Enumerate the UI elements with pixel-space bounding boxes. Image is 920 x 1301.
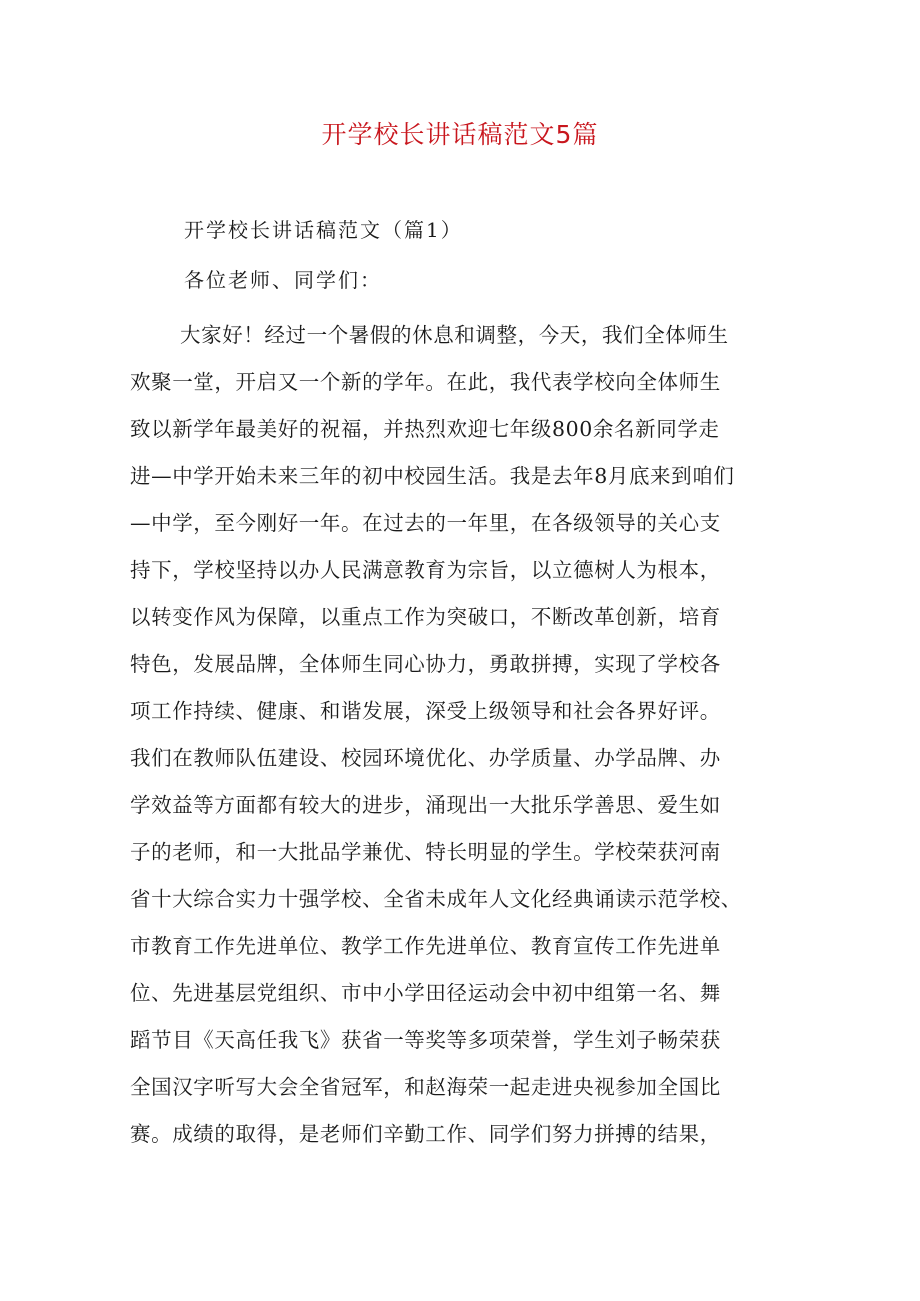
paragraph-line: 我们在教师队伍建设、校园环境优化、办学质量、办学品牌、办 <box>130 746 721 770</box>
paragraph-line: 蹈节目《天高任我飞》获省一等奖等多项荣誉，学生刘子畅荣获 <box>130 1028 721 1052</box>
paragraph-line: 致以新学年最美好的祝福，并热烈欢迎七年级800余名新同学走 <box>130 417 720 441</box>
paragraph-line: 特色，发展品牌，全体师生同心协力，勇敢拼搏，实现了学校各 <box>130 652 721 676</box>
document-title: 开学校长讲话稿范文5篇 <box>321 120 599 149</box>
paragraph-line: 学效益等方面都有较大的进步，涌现出一大批乐学善思、爱生如 <box>130 793 721 817</box>
salutation: 各位老师、同学们： <box>184 268 382 292</box>
paragraph-line: 进—中学开始未来三年的初中校园生活。我是去年8月底来到咱们 <box>130 464 735 488</box>
section-subtitle: 开学校长讲话稿范文（篇1） <box>184 218 463 242</box>
paragraph-line: 项工作持续、健康、和谐发展，深受上级领导和社会各界好评。 <box>130 699 721 723</box>
body-paragraph <box>130 312 810 1158</box>
paragraph-line: 赛。成绩的取得，是老师们辛勤工作、同学们努力拼搏的结果， <box>130 1122 721 1146</box>
paragraph-line: 子的老师，和一大批品学兼优、特长明显的学生。学校荣获河南 <box>130 840 721 864</box>
paragraph-line: 持下，学校坚持以办人民满意教育为宗旨，以立德树人为根本， <box>130 558 721 582</box>
paragraph-line: 全国汉字听写大会全省冠军，和赵海荣一起走进央视参加全国比 <box>130 1075 721 1099</box>
paragraph-line: —中学，至今刚好一年。在过去的一年里，在各级领导的关心支 <box>130 511 721 535</box>
paragraph-line: 欢聚一堂，开启又一个新的学年。在此，我代表学校向全体师生 <box>130 370 721 394</box>
paragraph-line: 大家好！经过一个暑假的休息和调整，今天，我们全体师生 <box>180 323 729 347</box>
paragraph-line: 市教育工作先进单位、教学工作先进单位、教育宣传工作先进单 <box>130 934 721 958</box>
paragraph-line: 以转变作风为保障，以重点工作为突破口，不断改革创新，培育 <box>130 605 721 629</box>
paragraph-line: 省十大综合实力十强学校、全省未成年人文化经典诵读示范学校、 <box>130 887 742 911</box>
paragraph-line: 位、先进基层党组织、市中小学田径运动会中初中组第一名、舞 <box>130 981 721 1005</box>
